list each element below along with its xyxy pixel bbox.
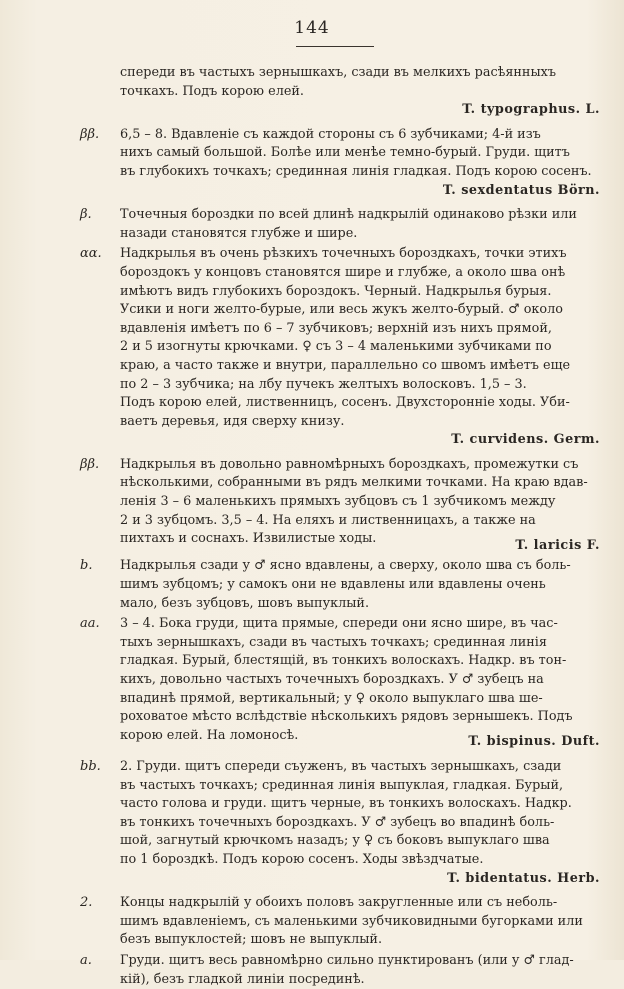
text-line: спереди въ частыхъ зернышкахъ, сзади въ мелкихъ расѣянныхъ bbox=[120, 64, 600, 83]
entry-marker: aa. bbox=[80, 615, 118, 634]
text-line: впадинѣ прямой, вертикальный; у ♀ около выпуклаго шва ше- bbox=[120, 690, 600, 709]
text-line: гладкая. Бурый, блестящій, въ тонкихъ волоскахъ. Надкр. въ тон- bbox=[120, 652, 600, 671]
text-line: въ тонкихъ точечныхъ бороздкахъ. У ♂ зубецъ во впадинѣ боль- bbox=[120, 814, 600, 833]
text-line: нѣсколькими, собранными въ рядъ мелкими точками. На краю вдав- bbox=[120, 474, 600, 493]
key-entry bbox=[80, 894, 600, 950]
species-name: T. bispinus. Duft. bbox=[370, 733, 600, 752]
text-line: шимъ зубцомъ; у самокъ они не вдавлены или вдавлены очень bbox=[120, 576, 600, 595]
text-line: кій), безъ гладкой линіи посрединѣ. bbox=[120, 971, 600, 989]
text-line: мало, безъ зубцовъ, шовъ выпуклый. bbox=[120, 595, 600, 614]
key-entry bbox=[80, 206, 600, 243]
text-line: вдавленія имѣетъ по 6 – 7 зубчиковъ; верхній изъ нихъ прямой, bbox=[120, 320, 600, 339]
key-entry bbox=[80, 64, 600, 120]
key-entry bbox=[80, 557, 600, 613]
key-entry bbox=[80, 952, 600, 989]
text-line: 6,5 – 8. Вдавленіе съ каждой стороны съ 6 зубчиками; 4-й изъ bbox=[120, 126, 600, 145]
key-entry bbox=[80, 456, 600, 556]
text-line: Надкрылья въ очень рѣзкихъ точечныхъ бороздкахъ, точки этихъ bbox=[120, 245, 600, 264]
species-name: T. laricis F. bbox=[420, 537, 600, 556]
text-line: въ глубокихъ точкахъ; срединная линія гладкая. Подъ корою сосенъ. bbox=[120, 163, 600, 182]
text-line: часто голова и груди. щитъ черные, въ тонкихъ волоскахъ. Надкр. bbox=[120, 795, 600, 814]
entry-marker: b. bbox=[80, 557, 118, 576]
text-line: 2 и 5 изогнуты крючками. ♀ съ 3 – 4 маленькими зубчиками по bbox=[120, 338, 600, 357]
text-line: шой, загнутый крючкомъ назадъ; у ♀ съ боковъ выпуклаго шва bbox=[120, 832, 600, 851]
text-line: пихтахъ и соснахъ. Извилистые ходы. bbox=[120, 530, 420, 549]
text-line: имѣютъ видъ глубокихъ бороздокъ. Черный. Надкрылья бурыя. bbox=[120, 283, 600, 302]
text-line: кихъ, довольно частыхъ точечныхъ бороздкахъ. У ♂ зубецъ на bbox=[120, 671, 600, 690]
text-line: Точечныя бороздки по всей длинѣ надкрылій одинаково рѣзки или bbox=[120, 206, 600, 225]
key-entry bbox=[80, 126, 600, 200]
text-line: по 2 – 3 зубчика; на лбу пучекъ желтыхъ волосковъ. 1,5 – 3. bbox=[120, 376, 600, 395]
text-line: ваетъ деревья, идя сверху книзу. bbox=[120, 413, 600, 432]
text-line: бороздокъ у концовъ становятся шире и глубже, а около шва онѣ bbox=[120, 264, 600, 283]
text-line: 2 и 3 зубцомъ. 3,5 – 4. На еляхъ и лиственницахъ, а также на bbox=[120, 512, 600, 531]
text-line: 2. Груди. щитъ спереди съуженъ, въ частыхъ зернышкахъ, сзади bbox=[120, 758, 600, 777]
text-line: въ частыхъ точкахъ; срединная линія выпуклая, гладкая. Бурый, bbox=[120, 777, 600, 796]
text-line: точкахъ. Подъ корою елей. bbox=[120, 83, 600, 102]
text-line: роховатое мѣсто вслѣдствіе нѣсколькихъ рядовъ зернышекъ. Подъ bbox=[120, 708, 600, 727]
text-line: нихъ самый большой. Болѣе или менѣе темно-бурый. Груди. щитъ bbox=[120, 144, 600, 163]
entry-marker: 2. bbox=[80, 894, 118, 913]
key-entry bbox=[80, 245, 600, 450]
entry-marker: αα. bbox=[80, 245, 118, 264]
text-line: Подъ корою елей, лиственницъ, сосенъ. Двухстороннie ходы. Уби- bbox=[120, 394, 600, 413]
text-line: Груди. щитъ весь равномѣрно сильно пунктированъ (или у ♂ глад- bbox=[120, 952, 600, 971]
entry-marker: bb. bbox=[80, 758, 118, 777]
text-line: Надкрылья сзади у ♂ ясно вдавлены, а сверху, около шва съ боль- bbox=[120, 557, 600, 576]
text-line: 3 – 4. Бока груди, щита прямые, спереди они ясно шире, въ час- bbox=[120, 615, 600, 634]
header-rule bbox=[296, 46, 374, 47]
text-line: ленія 3 – 6 маленькихъ прямыхъ зубцовъ съ 1 зубчикомъ между bbox=[120, 493, 600, 512]
key-entry bbox=[80, 758, 600, 888]
text-line: шимъ вдавленіемъ, съ маленькими зубчиковидными бугорками или bbox=[120, 913, 600, 932]
text-line: Надкрылья въ довольно равномѣрныхъ бороздкахъ, промежутки съ bbox=[120, 456, 600, 475]
species-name: T. sexdentatus Börn. bbox=[120, 182, 600, 201]
entry-marker: ββ. bbox=[80, 456, 118, 475]
species-name: T. curvidens. Germ. bbox=[120, 431, 600, 450]
text-line: безъ выпуклостей; шовъ не выпуклый. bbox=[120, 931, 600, 950]
page-number: 144 bbox=[0, 18, 624, 38]
text-line: назади становятся глубже и шире. bbox=[120, 225, 600, 244]
text-line: корою елей. На ломоносѣ. bbox=[120, 727, 370, 746]
species-name: T. bidentatus. Herb. bbox=[120, 870, 600, 889]
entry-marker: ββ. bbox=[80, 126, 118, 145]
text-line: по 1 бороздкѣ. Подъ корою сосенъ. Ходы звѣздчатые. bbox=[120, 851, 600, 870]
text-line: Усики и ноги желто-бурые, или весь жукъ желто-бурый. ♂ около bbox=[120, 301, 600, 320]
key-entry bbox=[80, 615, 600, 752]
text-line: краю, а часто также и внутри, параллельно со швомъ имѣетъ еще bbox=[120, 357, 600, 376]
species-name: T. typographus. L. bbox=[120, 101, 600, 120]
text-line: Концы надкрылій у обоихъ половъ закругленные или съ неболь- bbox=[120, 894, 600, 913]
text-line: тыхъ зернышкахъ, сзади въ частыхъ точкахъ; срединная линія bbox=[120, 634, 600, 653]
entry-marker: a. bbox=[80, 952, 118, 971]
key-text bbox=[80, 64, 600, 989]
entry-marker: β. bbox=[80, 206, 118, 225]
